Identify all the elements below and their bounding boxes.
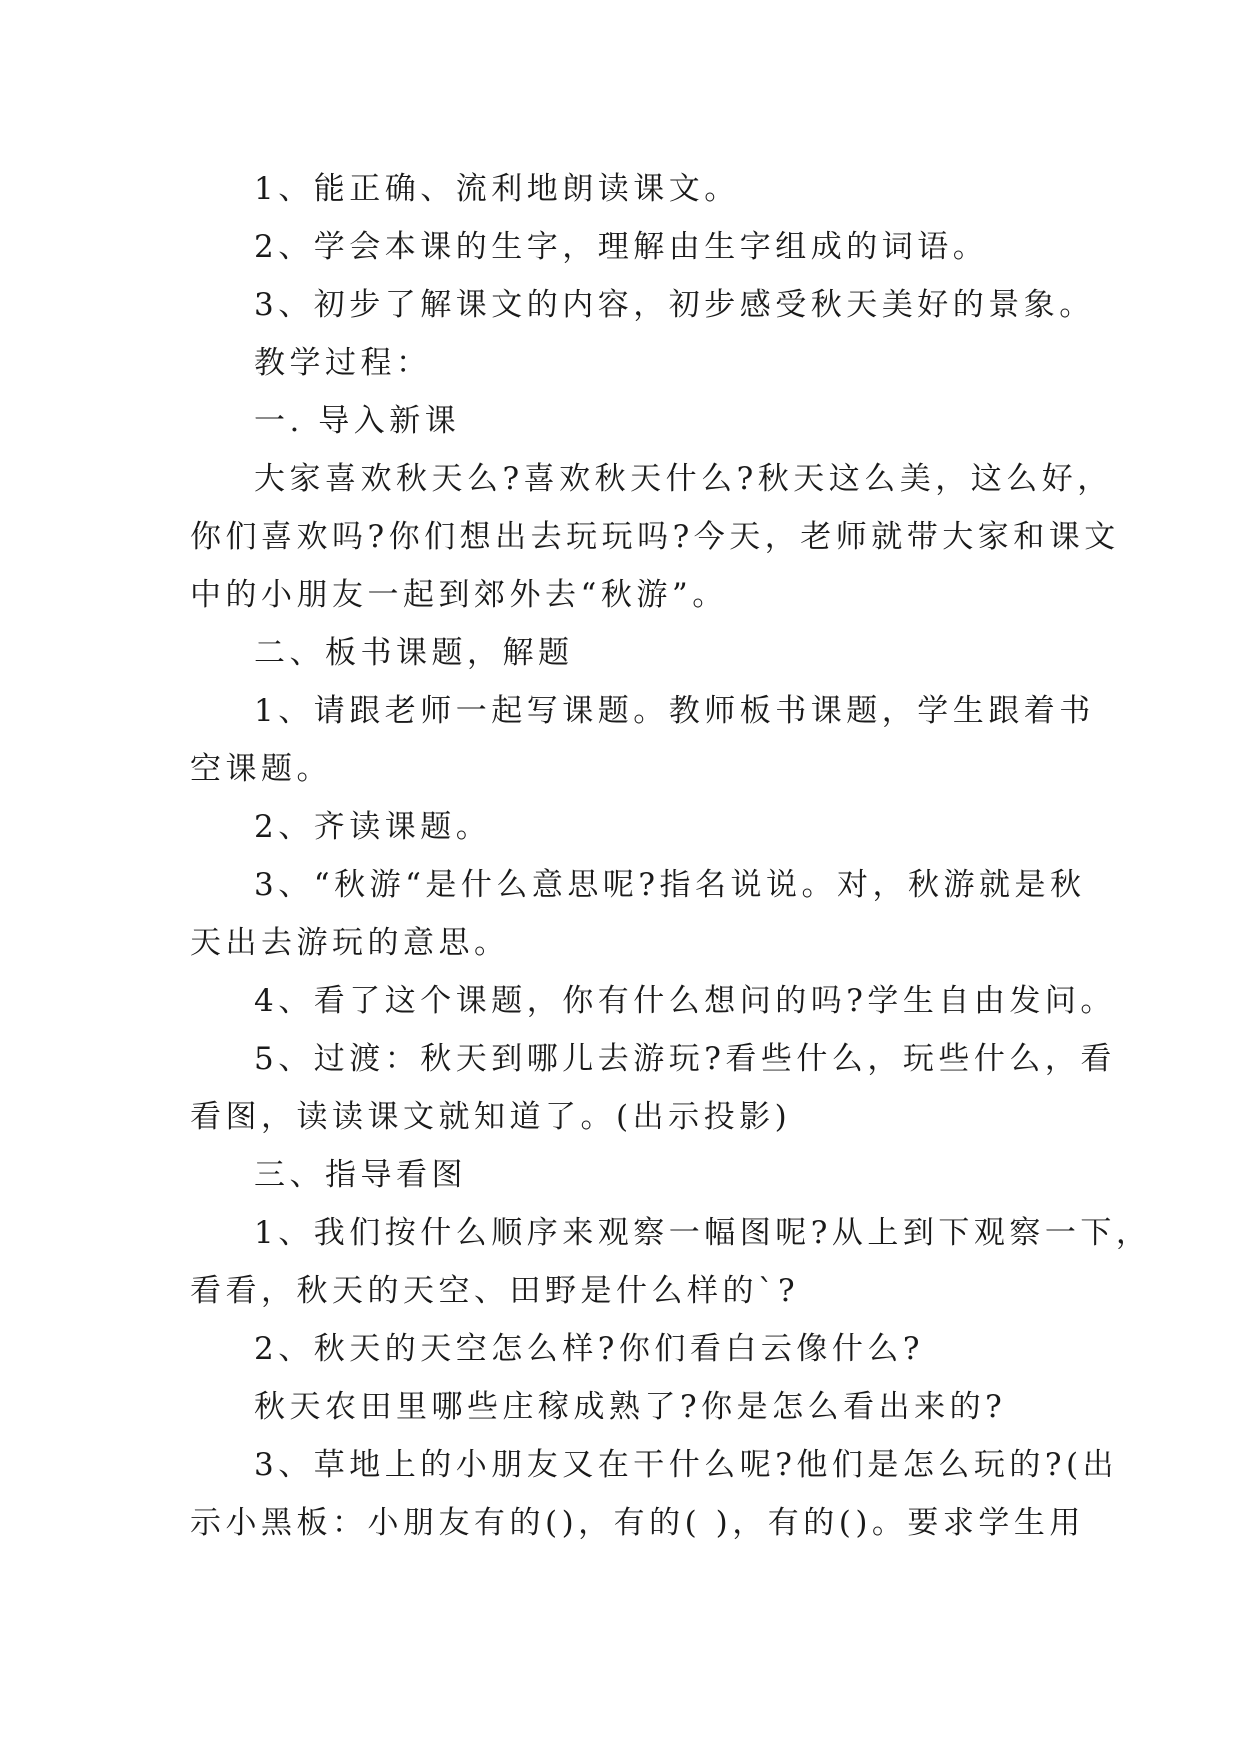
text-line: 2、秋天的天空怎么样?你们看白云像什么? xyxy=(254,1331,924,1367)
section-heading: 三、指导看图 xyxy=(254,1157,467,1193)
text-line: 1、请跟老师一起写课题。教师板书课题，学生跟着书 xyxy=(254,693,1095,729)
text-line: 大家喜欢秋天么?喜欢秋天什么?秋天这么美，这么好， xyxy=(254,461,1113,497)
text-line: 1、能正确、流利地朗读课文。 xyxy=(254,171,740,207)
text-line: 示小黑板：小朋友有的()，有的( )，有的()。要求学生用 xyxy=(190,1505,1085,1541)
text-line: 你们喜欢吗?你们想出去玩玩吗?今天，老师就带大家和课文 xyxy=(190,519,1120,555)
document-body xyxy=(190,160,1152,1552)
text-line: 2、齐读课题。 xyxy=(254,809,492,845)
text-line: 5、过渡：秋天到哪儿去游玩?看些什么，玩些什么，看 xyxy=(254,1041,1116,1077)
text-line: 3、“秋游“是什么意思呢?指名说说。对，秋游就是秋 xyxy=(254,867,1086,903)
text-line: 中的小朋友一起到郊外去“秋游”。 xyxy=(190,577,728,613)
text-line: 3、草地上的小朋友又在干什么呢?他们是怎么玩的?(出 xyxy=(254,1447,1119,1483)
text-line: 看看，秋天的天空、田野是什么样的`? xyxy=(190,1273,800,1309)
text-line: 1、我们按什么顺序来观察一幅图呢?从上到下观察一下， xyxy=(254,1215,1152,1251)
text-line: 看图，读读课文就知道了。(出示投影) xyxy=(190,1099,792,1135)
text-line: 天出去游玩的意思。 xyxy=(190,925,510,961)
text-line: 3、初步了解课文的内容，初步感受秋天美好的景象。 xyxy=(254,287,1095,323)
section-heading: 二、板书课题，解题 xyxy=(254,635,574,671)
text-line: 4、看了这个课题，你有什么想问的吗?学生自由发问。 xyxy=(254,983,1116,1019)
text-line: 空课题。 xyxy=(190,751,332,787)
section-heading: 教学过程： xyxy=(254,345,432,381)
text-line: 秋天农田里哪些庄稼成熟了?你是怎么看出来的? xyxy=(254,1389,1007,1425)
text-line: 2、学会本课的生字，理解由生字组成的词语。 xyxy=(254,229,989,265)
section-heading: 一. 导入新课 xyxy=(254,403,461,439)
